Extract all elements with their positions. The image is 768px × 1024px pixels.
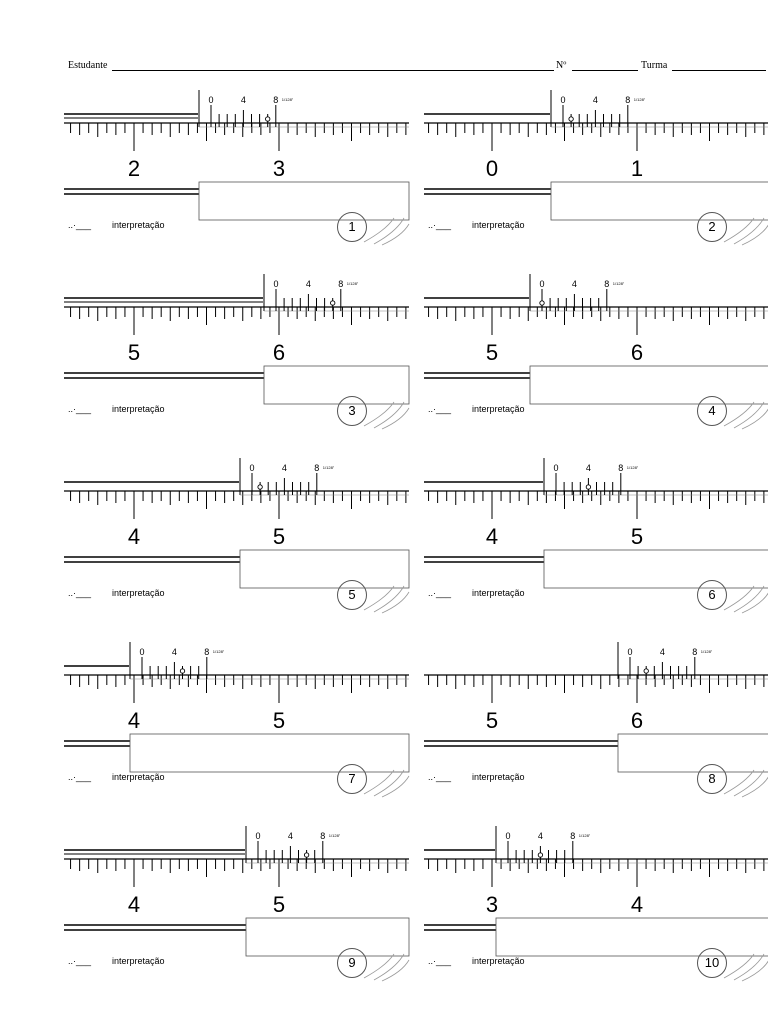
exercise-9 [64,826,409,986]
vernier-label: 0 [249,463,255,473]
answer-blank[interactable]: ..·___ [428,772,452,782]
thumb-wheel-arc [374,954,404,980]
vernier-label: 4 [281,463,287,473]
exercise-number: 1 [337,212,367,242]
vernier-label: 0 [560,95,566,105]
answer-blank[interactable]: ..·___ [428,220,452,230]
vernier-label: 4 [571,279,577,289]
exercise-1 [64,90,409,250]
vernier-label: 4 [240,95,246,105]
thumb-wheel-arc [364,218,394,242]
exercise-number: 4 [697,396,727,426]
vernier-label: 8 [604,279,610,289]
interpretation-label: interpretação [472,220,525,230]
coincidence-marker [538,853,542,857]
exercise-3 [64,274,409,434]
vernier-label: 0 [273,279,279,289]
class-field[interactable] [672,70,766,71]
student-label: Estudante [68,60,108,71]
answer-blank[interactable]: ..·___ [428,404,452,414]
vernier-slider-body [130,734,409,772]
vernier-label: 8 [338,279,344,289]
main-scale-label: 6 [630,340,644,365]
exercise-7 [64,642,409,802]
thumb-wheel-arc [364,586,394,610]
answer-blank[interactable]: ..·___ [68,772,92,782]
thumb-wheel-arc [734,770,764,796]
coincidence-marker [266,117,270,121]
main-scale-label: 4 [127,708,141,733]
interpretation-label: interpretação [112,772,165,782]
vernier-label: 8 [618,463,624,473]
vernier-unit-label: 1/128" [346,281,359,286]
vernier-slider-body [551,182,768,220]
main-scale-label: 4 [127,524,141,549]
main-scale-label: 4 [127,892,141,917]
vernier-unit-label: 1/128" [322,465,335,470]
main-scale-label: 3 [272,156,286,181]
answer-blank[interactable]: ..·___ [68,404,92,414]
exercise-number: 5 [337,580,367,610]
vernier-label: 4 [537,831,543,841]
exercise-10 [424,826,768,986]
vernier-unit-label: 1/128" [700,649,713,654]
number-label: Nº [556,60,567,71]
interpretation-label: interpretação [112,220,165,230]
answer-blank[interactable]: ..·___ [428,588,452,598]
vernier-label: 8 [273,95,279,105]
vernier-label: 8 [314,463,320,473]
vernier-unit-label: 1/128" [578,833,591,838]
vernier-label: 4 [287,831,293,841]
exercise-number: 7 [337,764,367,794]
vernier-slider-body [264,366,409,404]
exercise-4 [424,274,768,434]
vernier-unit-label: 1/128" [212,649,225,654]
coincidence-marker [540,301,544,305]
interpretation-label: interpretação [472,588,525,598]
main-scale-label: 5 [485,708,499,733]
interpretation-label: interpretação [472,772,525,782]
vernier-label: 8 [570,831,576,841]
main-scale-label: 5 [630,524,644,549]
vernier-slider-body [246,918,409,956]
vernier-label: 4 [305,279,311,289]
thumb-wheel-arc [364,954,394,978]
main-scale-label: 5 [272,524,286,549]
answer-blank[interactable]: ..·___ [68,588,92,598]
main-scale-label: 0 [485,156,499,181]
vernier-slider-body [240,550,409,588]
vernier-label: 0 [255,831,261,841]
thumb-wheel-arc [374,770,404,796]
thumb-wheel-arc [374,402,404,428]
vernier-label: 8 [692,647,698,657]
thumb-wheel-arc [724,770,754,794]
exercise-8 [424,642,768,802]
exercise-number: 3 [337,396,367,426]
exercise-number: 2 [697,212,727,242]
vernier-unit-label: 1/128" [281,97,294,102]
thumb-wheel-arc [734,218,764,244]
main-scale-label: 5 [485,340,499,365]
thumb-wheel-arc [734,954,764,980]
vernier-label: 0 [539,279,545,289]
exercise-5 [64,458,409,618]
coincidence-marker [180,669,184,673]
interpretation-label: interpretação [472,404,525,414]
vernier-unit-label: 1/128" [626,465,639,470]
worksheet-header [0,58,768,76]
vernier-slider-body [496,918,768,956]
thumb-wheel-arc [364,770,394,794]
thumb-wheel-arc [374,218,404,244]
main-scale-label: 6 [272,340,286,365]
exercise-number: 8 [697,764,727,794]
thumb-wheel-arc [734,586,764,612]
thumb-wheel-arc [374,586,404,612]
thumb-wheel-arc [724,402,754,426]
coincidence-marker [644,669,648,673]
vernier-label: 4 [659,647,665,657]
answer-blank[interactable]: ..·___ [428,956,452,966]
main-scale-label: 4 [485,524,499,549]
coincidence-marker [258,485,262,489]
main-scale-label: 5 [272,892,286,917]
exercise-2 [424,90,768,250]
thumb-wheel-arc [724,586,754,610]
vernier-label: 0 [139,647,145,657]
interpretation-label: interpretação [112,588,165,598]
interpretation-label: interpretação [472,956,525,966]
main-scale-label: 6 [630,708,644,733]
exercise-number: 9 [337,948,367,978]
coincidence-marker [331,301,335,305]
thumb-wheel-arc [724,954,754,978]
vernier-label: 0 [553,463,559,473]
main-scale-label: 3 [485,892,499,917]
thumb-wheel-arc [364,402,394,426]
vernier-label: 8 [320,831,326,841]
coincidence-marker [586,485,590,489]
vernier-unit-label: 1/128" [633,97,646,102]
thumb-wheel-arc [724,218,754,242]
vernier-unit-label: 1/128" [612,281,625,286]
vernier-label: 8 [204,647,210,657]
student-number-field[interactable] [572,70,638,71]
vernier-label: 8 [625,95,631,105]
vernier-unit-label: 1/128" [328,833,341,838]
vernier-label: 4 [171,647,177,657]
interpretation-label: interpretação [112,956,165,966]
class-label: Turma [641,60,668,71]
vernier-slider-body [618,734,768,772]
main-scale-label: 2 [127,156,141,181]
interpretation-label: interpretação [112,404,165,414]
main-scale-label: 5 [272,708,286,733]
thumb-wheel-arc [734,402,764,428]
exercise-number: 10 [697,948,727,978]
vernier-label: 0 [505,831,511,841]
exercise-number: 6 [697,580,727,610]
vernier-label: 0 [627,647,633,657]
coincidence-marker [569,117,573,121]
vernier-label: 4 [592,95,598,105]
main-scale-label: 1 [630,156,644,181]
vernier-slider-body [530,366,768,404]
answer-blank[interactable]: ..·___ [68,220,92,230]
main-scale-label: 5 [127,340,141,365]
student-name-field[interactable] [112,70,554,71]
vernier-slider-body [544,550,768,588]
answer-blank[interactable]: ..·___ [68,956,92,966]
coincidence-marker [304,853,308,857]
vernier-slider-body [199,182,409,220]
vernier-label: 4 [585,463,591,473]
vernier-label: 0 [208,95,214,105]
main-scale-label: 4 [630,892,644,917]
exercise-6 [424,458,768,618]
